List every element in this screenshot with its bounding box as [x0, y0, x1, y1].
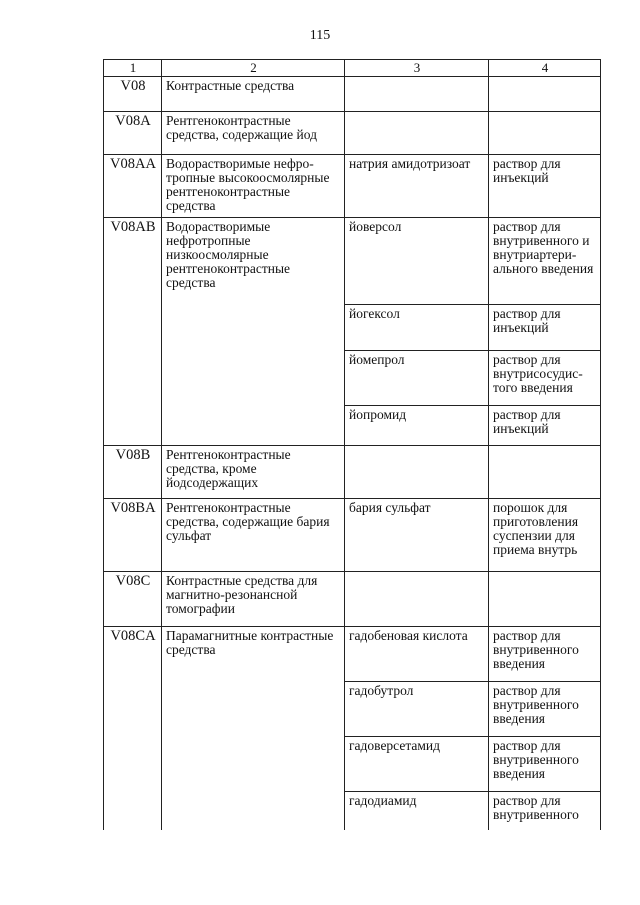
atc-code: V08B	[104, 446, 162, 499]
dosage-form	[489, 446, 601, 499]
table-row-v08	[104, 77, 601, 112]
atc-code: V08AB	[104, 218, 162, 446]
atc-code: V08A	[104, 112, 162, 155]
table-row-v08a	[104, 112, 601, 155]
table-row-v08aa	[104, 155, 601, 218]
substance-name: гадодиамид	[345, 792, 489, 831]
group-name: Рентгеноконтрастные средства, кроме йодсодержащих	[162, 446, 345, 499]
dosage-form: раствор для внутривенного и внутриартери-ального введения	[489, 218, 601, 305]
column-header-2: 2	[162, 60, 345, 77]
dosage-form: раствор для внутривенного введения	[489, 682, 601, 737]
atc-code: V08CA	[104, 627, 162, 831]
atc-code: V08	[104, 77, 162, 112]
group-name: Рентгеноконтрастные средства, содержащие бария сульфат	[162, 499, 345, 572]
dosage-form: раствор для инъекций	[489, 155, 601, 218]
substance-name: гадобутрол	[345, 682, 489, 737]
group-name: Парамагнитные контрастные средства	[162, 627, 345, 831]
table-header-row	[104, 60, 601, 77]
substance-name: гадобеновая кислота	[345, 627, 489, 682]
dosage-form: раствор для внутривенного введения	[489, 737, 601, 792]
dosage-form: раствор для инъекций	[489, 406, 601, 446]
dosage-form	[489, 112, 601, 155]
table-row-v08ba	[104, 499, 601, 572]
substance-name: гадоверсетамид	[345, 737, 489, 792]
dosage-form: порошок для приготовления суспензии для приема внутрь	[489, 499, 601, 572]
group-name: Водорастворимые нефро-тропные высокоосмолярные рентгеноконтрастные средства	[162, 155, 345, 218]
group-name: Контрастные средства	[162, 77, 345, 112]
dosage-form: раствор для инъекций	[489, 305, 601, 351]
atc-code: V08BA	[104, 499, 162, 572]
column-header-1: 1	[104, 60, 162, 77]
substance-name	[345, 77, 489, 112]
group-name: Водорастворимые нефротропные низкоосмолярные рентгеноконтрастные средства	[162, 218, 345, 446]
substance-name: йопромид	[345, 406, 489, 446]
substance-name	[345, 112, 489, 155]
dosage-form: раствор для внутривенного введения	[489, 627, 601, 682]
dosage-form	[489, 572, 601, 627]
dosage-form: раствор для внутривенного	[489, 792, 601, 831]
substance-name: натрия амидотризоат	[345, 155, 489, 218]
group-name: Рентгеноконтрастные средства, содержащие йод	[162, 112, 345, 155]
substance-name	[345, 572, 489, 627]
atc-code: V08C	[104, 572, 162, 627]
column-header-3: 3	[345, 60, 489, 77]
substance-name: йоверсол	[345, 218, 489, 305]
group-name: Контрастные средства для магнитно-резонансной томографии	[162, 572, 345, 627]
substance-name: бария сульфат	[345, 499, 489, 572]
page-number: 115	[309, 28, 331, 43]
dosage-form	[489, 77, 601, 112]
table-row-v08ca	[104, 627, 601, 682]
substance-name: йомепрол	[345, 351, 489, 406]
substance-name: йогексол	[345, 305, 489, 351]
table-row-v08c	[104, 572, 601, 627]
table-row-v08ab	[104, 218, 601, 305]
column-header-4: 4	[489, 60, 601, 77]
substance-name	[345, 446, 489, 499]
drug-table	[103, 59, 601, 830]
table-row-v08b	[104, 446, 601, 499]
dosage-form: раствор для внутрисосудис-того введения	[489, 351, 601, 406]
atc-code: V08AA	[104, 155, 162, 218]
